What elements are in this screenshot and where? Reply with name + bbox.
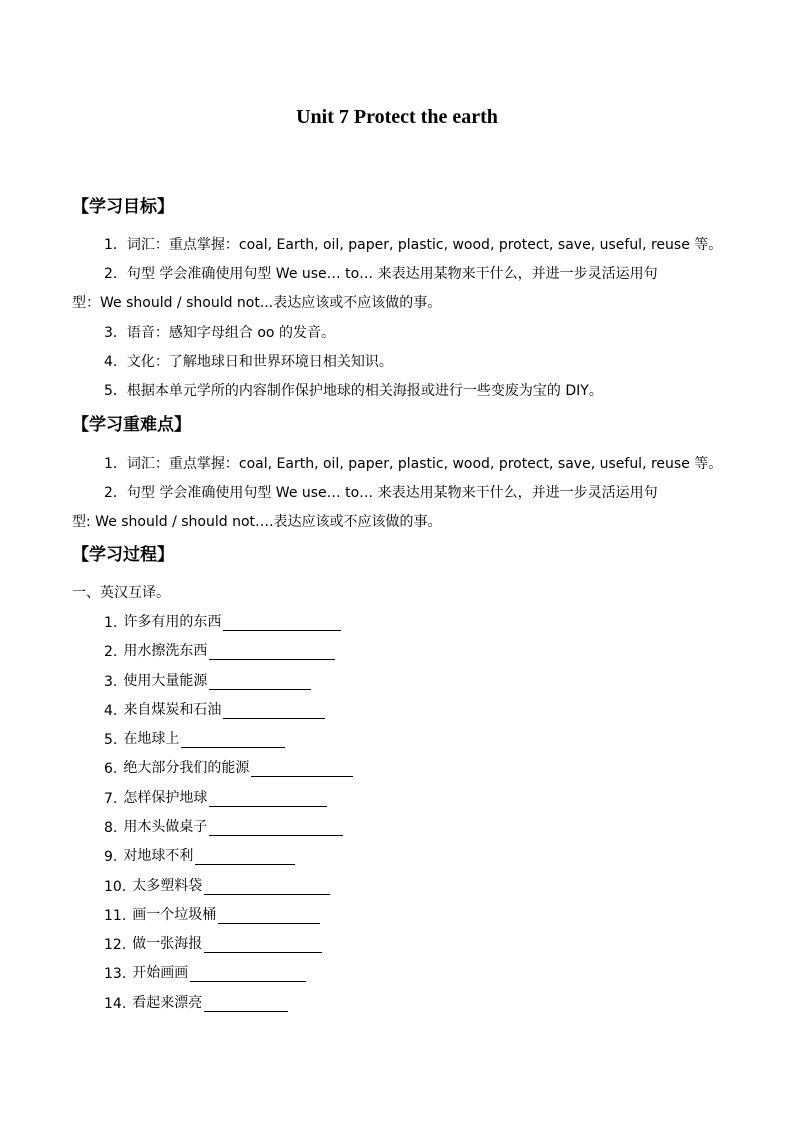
exercise-number: 14. (104, 996, 127, 1012)
answer-blank[interactable] (209, 673, 311, 690)
answer-blank[interactable] (223, 702, 325, 719)
exercise-item (104, 816, 343, 836)
exercise-number: 12. (104, 937, 127, 953)
section-heading-objectives: 【学习目标】 (72, 197, 174, 217)
answer-blank[interactable] (209, 819, 343, 836)
exercise-number: 6. (104, 761, 118, 777)
exercise-number: 4. (104, 703, 118, 719)
exercise-item (104, 875, 330, 895)
exercise-text: 画一个垃圾桶 (132, 907, 217, 923)
key-point-line: 1．词汇：重点掌握：coal, Earth, oil, paper, plastic, wood, protect, save, useful, reuse 等。 (104, 456, 723, 472)
exercise-number: 7. (104, 791, 118, 807)
objective-line: 4．文化：了解地球日和世界环境日相关知识。 (104, 354, 393, 370)
exercise-text: 在地球上 (123, 731, 180, 747)
exercise-text: 开始画画 (132, 965, 189, 981)
answer-blank[interactable] (190, 965, 306, 982)
answer-blank[interactable] (181, 731, 285, 748)
key-point-line: 型: We should / should not….表达应该或不应该做的事。 (72, 514, 442, 530)
exercise-text: 来自煤炭和石油 (123, 702, 222, 718)
exercise-item (104, 845, 295, 865)
exercise-heading: 一、英汉互译。 (72, 585, 170, 601)
exercise-text: 看起来漂亮 (132, 995, 203, 1011)
section-heading-process: 【学习过程】 (72, 545, 174, 565)
exercise-text: 许多有用的东西 (123, 614, 222, 630)
exercise-item (104, 933, 322, 953)
exercise-number: 9. (104, 849, 118, 865)
exercise-item (104, 699, 325, 719)
exercise-item (104, 757, 353, 777)
exercise-number: 1. (104, 615, 118, 631)
objective-line: 2．句型 学会准确使用句型 We use… to… 来表达用某物来干什么，并进一步灵活运用句 (104, 266, 658, 282)
exercise-item (104, 992, 288, 1012)
objective-line: 1．词汇：重点掌握：coal, Earth, oil, paper, plastic, wood, protect, save, useful, reuse 等。 (104, 237, 723, 253)
objective-line: 3．语音：感知字母组合 oo 的发音。 (104, 325, 335, 341)
exercise-item (104, 611, 341, 631)
answer-blank[interactable] (204, 936, 322, 953)
exercise-item (104, 728, 285, 748)
key-point-line: 2．句型 学会准确使用句型 We use… to… 来表达用某物来干什么，并进一步灵活运用句 (104, 485, 658, 501)
exercise-text: 太多塑料袋 (132, 878, 203, 894)
exercise-text: 做一张海报 (132, 936, 203, 952)
page-title: Unit 7 Protect the earth (296, 106, 498, 128)
answer-blank[interactable] (223, 614, 341, 631)
objective-line: 型：We should / should not...表达应该或不应该做的事。 (72, 295, 442, 311)
exercise-number: 10. (104, 879, 127, 895)
section-heading-key-points: 【学习重难点】 (72, 415, 191, 435)
exercise-text: 使用大量能源 (123, 673, 208, 689)
answer-blank[interactable] (204, 995, 288, 1012)
exercise-number: 2. (104, 644, 118, 660)
answer-blank[interactable] (195, 848, 295, 865)
exercise-text: 怎样保护地球 (123, 790, 208, 806)
exercise-text: 用水擦洗东西 (123, 643, 208, 659)
exercise-number: 5. (104, 732, 118, 748)
answer-blank[interactable] (251, 760, 353, 777)
exercise-item (104, 670, 311, 690)
exercise-item (104, 640, 335, 660)
exercise-text: 绝大部分我们的能源 (123, 760, 250, 776)
exercise-number: 13. (104, 966, 127, 982)
exercise-number: 11. (104, 908, 127, 924)
answer-blank[interactable] (209, 790, 327, 807)
answer-blank[interactable] (204, 878, 330, 895)
answer-blank[interactable] (218, 907, 320, 924)
exercise-text: 用木头做桌子 (123, 819, 208, 835)
exercise-item (104, 787, 327, 807)
exercise-number: 8. (104, 820, 118, 836)
answer-blank[interactable] (209, 643, 335, 660)
objective-line: 5．根据本单元学所的内容制作保护地球的相关海报或进行一些变废为宝的 DIY。 (104, 383, 603, 399)
exercise-item (104, 904, 320, 924)
exercise-item (104, 962, 306, 982)
exercise-number: 3. (104, 674, 118, 690)
exercise-text: 对地球不利 (123, 848, 194, 864)
